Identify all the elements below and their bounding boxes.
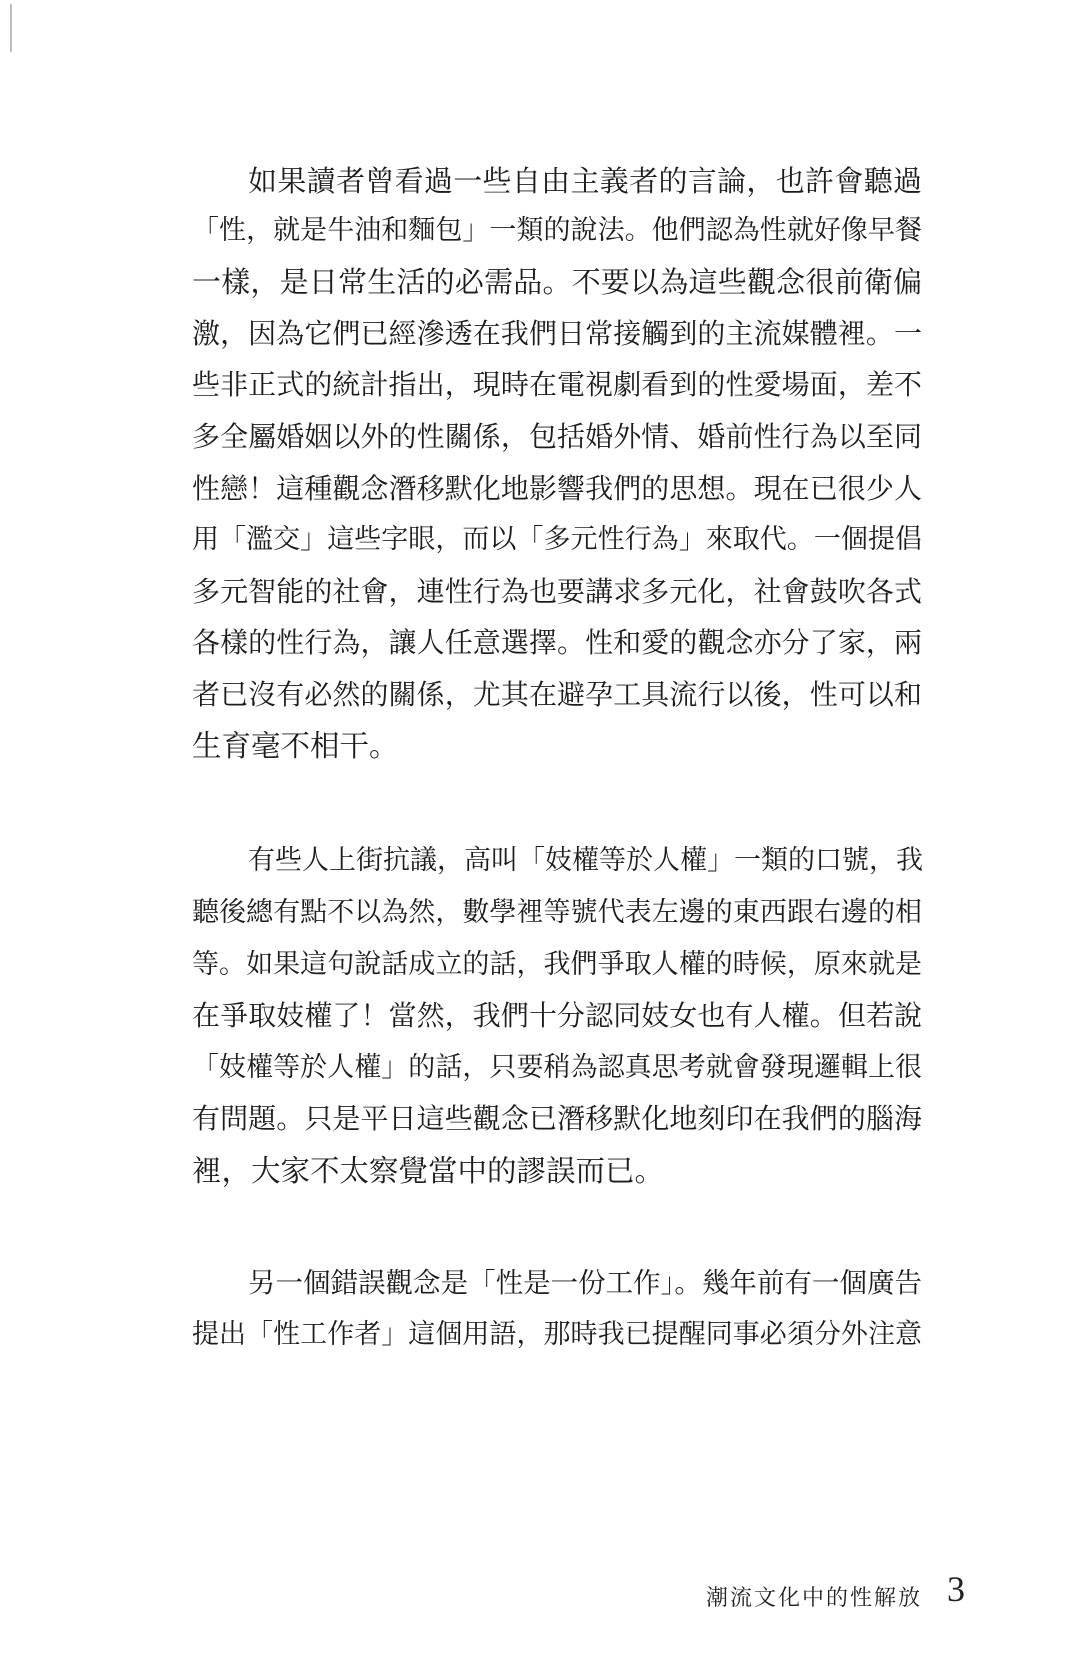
paragraph-2-line-4: 在爭取妓權了！當然，我們十分認同妓女也有人權。但若說 bbox=[192, 999, 922, 1032]
paragraph-2-line-5: 「妓權等於人權」的話，只要稍為認真思考就會發現邏輯上很 bbox=[192, 1052, 922, 1083]
paragraph-1-line-12: 生育毫不相干。 bbox=[192, 729, 399, 763]
paragraph-1-line-4: 激，因為它們已經滲透在我們日常接觸到的主流媒體裡。一 bbox=[192, 317, 922, 350]
paragraph-1-line-10: 各樣的性行為，讓人任意選擇。性和愛的觀念亦分了家，兩 bbox=[192, 626, 922, 659]
paragraph-3-line-2: 提出「性工作者」這個用語，那時我已提醒同事必須分外注意 bbox=[192, 1319, 922, 1350]
paragraph-1-line-9: 多元智能的社會，連性行為也要講求多元化，社會鼓吹各式 bbox=[192, 575, 922, 608]
paragraph-2-line-3: 等。如果這句說話成立的話，我們爭取人權的時候，原來就是 bbox=[192, 949, 922, 980]
paragraph-3-line-1: 另一個錯誤觀念是「性是一份工作」。幾年前有一個廣告 bbox=[248, 1267, 922, 1299]
paragraph-1-line-6: 多全屬婚姻以外的性關係，包括婚外情、婚前性行為以至同 bbox=[192, 420, 922, 453]
paragraph-2-line-7: 裡，大家不太察覺當中的謬誤而已。 bbox=[192, 1154, 665, 1188]
paragraph-1-line-2: 「性，就是牛油和麵包」一類的說法。他們認為性就好像早餐 bbox=[192, 215, 922, 246]
running-title: 潮流文化中的性解放 bbox=[705, 1586, 922, 1611]
page-number: 3 bbox=[947, 1569, 965, 1609]
paragraph-1-line-1: 如果讀者曾看過一些自由主義者的言論，也許會聽過 bbox=[248, 164, 922, 198]
paragraph-1-line-7: 性戀！這種觀念潛移默化地影響我們的思想。現在已很少人 bbox=[192, 472, 922, 505]
paragraph-1-line-11: 者已沒有必然的關係，尤其在避孕工具流行以後，性可以和 bbox=[192, 678, 922, 711]
paragraph-1-line-8: 用「濫交」這些字眼，而以「多元性行為」來取代。一個提倡 bbox=[192, 524, 922, 555]
scan-edge-mark bbox=[10, 4, 12, 52]
paragraph-2-line-2: 聽後總有點不以為然，數學裡等號代表左邊的東西跟右邊的相 bbox=[192, 897, 922, 928]
paragraph-2-line-1: 有些人上街抗議，高叫「妓權等於人權」一類的口號，我 bbox=[248, 845, 923, 876]
paragraph-1-line-5: 些非正式的統計指出，現時在電視劇看到的性愛場面，差不 bbox=[192, 368, 922, 401]
paragraph-1-line-3: 一樣，是日常生活的必需品。不要以為這些觀念很前衛偏 bbox=[192, 265, 922, 299]
paragraph-2-line-6: 有問題。只是平日這些觀念已潛移默化地刻印在我們的腦海 bbox=[192, 1102, 922, 1135]
